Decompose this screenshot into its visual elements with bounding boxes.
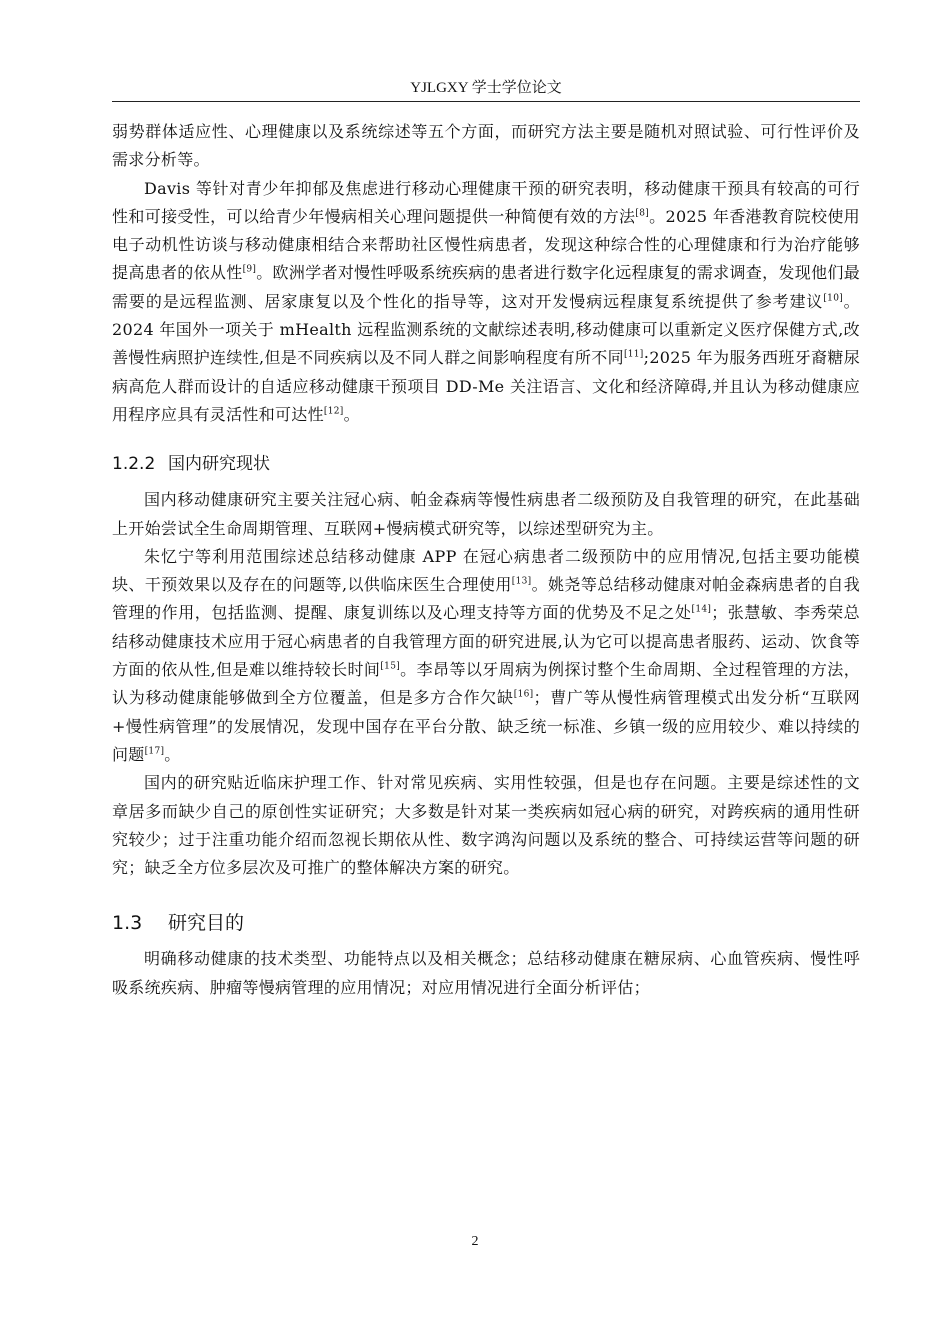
text-run: 。李昂等以牙周病为例探讨整个生命周期、全过程管理的方法，认为移动健康能够做到全方位覆盖，但是多方合作欠缺: [112, 660, 861, 708]
page-number: 2: [471, 1234, 479, 1249]
section-number: 1.2.2: [112, 454, 156, 475]
section-title: 国内研究现状: [168, 454, 270, 475]
paragraph-domestic-critique: 国内的研究贴近临床护理工作、针对常见疾病、实用性较强，但是也存在问题。主要是综述性的文章居多而缺少自己的原创性实证研究；大多数是针对某一类疾病如冠心病的研究，对跨疾病的通用性研究较少；过于注重功能介绍而忽视长期依从性、数字鸿沟问题以及系统的整合、可持续运营等问题的研究；缺乏全方位多层次及可推广的整体解决方案的研究。: [112, 773, 860, 878]
header-rule: [112, 101, 860, 102]
citation-11: [11]: [623, 350, 644, 361]
citation-12: [12]: [323, 406, 344, 417]
text-run: 。: [164, 744, 181, 764]
text-run: 。姚尧等总结移动健康对帕金森病患者的自我管理的作用，包括监测、提醒、康复训练以及心理支持等方面的优势及不足之处: [112, 575, 860, 623]
text-run: 。: [343, 404, 360, 424]
citation-8: [8]: [635, 208, 650, 219]
text-run: Davis 等针对青少年抑郁及焦虑进行移动心理健康干预的研究表明，移动健康干预具有较高的可行性和可接受性，可以给青少年慢病相关心理问题提供一种简便有效的方法: [112, 178, 860, 226]
citation-16: [16]: [513, 690, 534, 701]
citation-9: [9]: [242, 265, 257, 276]
citation-14: [14]: [691, 605, 712, 616]
section-heading-1-3: [112, 908, 860, 935]
section-heading-1-2-2: [112, 449, 860, 474]
text-run: 。2025 年香港教育院校使用电子动机性访谈与移动健康相结合来帮助社区慢性病患者，发现这种综合性的心理健康和行为治疗能够提高患者的依从性: [112, 206, 860, 283]
paragraph-domestic-overview: 国内移动健康研究主要关注冠心病、帕金森病等慢性病患者二级预防及自我管理的研究，在此基础上开始尝试全生命周期管理、互联网+慢病模式研究等，以综述型研究为主。: [112, 490, 860, 538]
text-run: ;2025 年为服务西班牙裔糖尿病高危人群而设计的自适应移动健康干预项目 DD-Me 关注语言、文化和经济障碍,并且认为移动健康应用程序应具有灵活性和可达性: [112, 348, 861, 424]
paragraph-foreign-research: [112, 175, 860, 430]
citation-10: [10]: [823, 293, 844, 304]
paragraph-research-purpose: 明确移动健康的技术类型、功能特点以及相关概念；总结移动健康在糖尿病、心血管疾病、慢性呼吸系统疾病、肿瘤等慢病管理的应用情况；对应用情况进行全面分析评估；: [112, 949, 860, 997]
page-body: [112, 118, 860, 1002]
citation-17: [17]: [144, 746, 165, 757]
text-run: 。欧洲学者对慢性呼吸系统疾病的患者进行数字化远程康复的需求调查，发现他们最需要的是远程监测、居家康复以及个性化的指导等，这对开发慢病远程康复系统提供了参考建议: [112, 263, 861, 311]
section-number: 1.3: [112, 912, 143, 935]
citation-15: [15]: [380, 661, 401, 672]
text-run: ；张慧敏、李秀荣总结移动健康技术应用于冠心病患者的自我管理方面的研究进展,认为它可以提高患者服药、运动、饮食等方面的依从性,但是难以维持较长时间: [112, 603, 860, 680]
citation-13: [13]: [511, 576, 532, 587]
paragraph-domestic-studies: [112, 543, 860, 769]
text-run: ；曹广等从慢性病管理模式出发分析“互联网+慢性病管理”的发展情况，发现中国存在平台分散、缺乏统一标准、乡镇一级的应用较少、难以持续的问题: [112, 688, 860, 764]
section-title: 研究目的: [168, 912, 245, 935]
text-run: 朱忆宁等利用范围综述总结移动健康 APP 在冠心病患者二级预防中的应用情况,包括主要功能模块、干预效果以及存在的问题等,以供临床医生合理使用: [112, 546, 860, 595]
running-header: YJLGXY 学士学位论文: [410, 80, 562, 96]
paragraph-continuation: 弱势群体适应性、心理健康以及系统综述等五个方面，而研究方法主要是随机对照试验、可行性评价及需求分析等。: [112, 122, 860, 170]
text-run: 。2024 年国外一项关于 mHealth 远程监测系统的文献综述表明,移动健康可以重新定义医疗保健方式,改善慢性病照护连续性,但是不同疾病以及不同人群之间影响程度有所不同: [112, 291, 860, 368]
